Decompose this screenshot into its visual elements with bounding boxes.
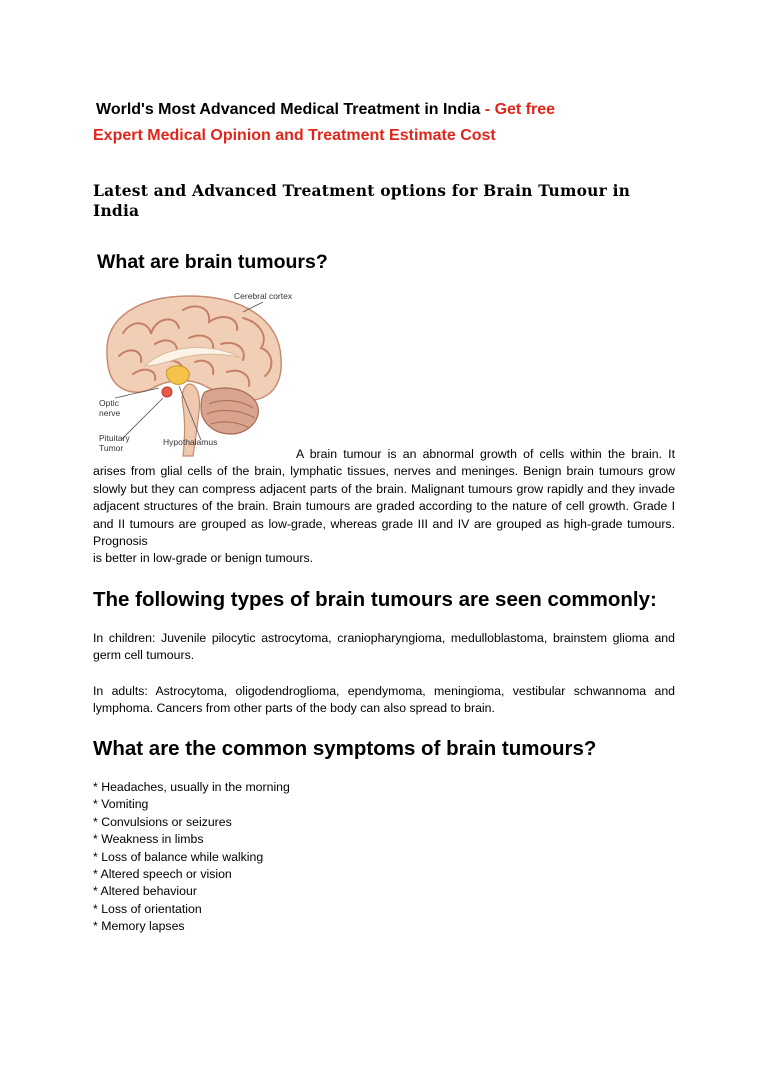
label-pituitary-1: Pituitary xyxy=(99,433,130,443)
list-item: * Altered speech or vision xyxy=(93,867,232,882)
list-item: * Loss of balance while walking xyxy=(93,849,264,864)
label-cerebral-cortex: Cerebral cortex xyxy=(234,291,293,301)
intro-paragraph xyxy=(93,446,675,568)
label-hypothalamus: Hypothalamus xyxy=(163,437,218,447)
what-are-heading: What are brain tumours? xyxy=(97,251,328,273)
symptoms-heading: What are the common symptoms of brain tumours? xyxy=(93,737,597,760)
expert-opinion-link[interactable]: Expert Medical Opinion and Treatment Estimate Cost xyxy=(93,127,496,144)
adults-paragraph: In adults: Astrocytoma, oligodendroglioma, ependymoma, meningioma, vestibular schwannoma and lymphoma. Cancers from other parts of the body can also spread to brain. xyxy=(93,684,675,716)
promo-heading xyxy=(93,100,675,146)
brain-diagram xyxy=(93,288,298,460)
list-item: * Convulsions or seizures xyxy=(93,814,232,829)
subtitle-line-1: Latest and Advanced Treatment options for Brain Tumour in xyxy=(93,181,631,200)
list-item: * Weakness in limbs xyxy=(93,832,204,847)
list-item: * Loss of orientation xyxy=(93,901,202,916)
subtitle-line-2: India xyxy=(93,201,140,220)
label-optic-1: Optic xyxy=(99,398,119,408)
list-item: * Headaches, usually in the morning xyxy=(93,780,290,794)
intro-tail: is better in low-grade or benign tumours. xyxy=(93,551,314,566)
promo-title: World's Most Advanced Medical Treatment in India xyxy=(96,101,481,118)
symptoms-list xyxy=(93,779,675,936)
subtitle xyxy=(93,181,675,221)
types-heading: The following types of brain tumours are seen commonly: xyxy=(93,588,657,611)
label-pituitary-2: Tumor xyxy=(99,443,124,453)
label-optic-2: nerve xyxy=(99,408,121,418)
intro-text: A brain tumour is an abnormal growth of cells within the brain. It arises from glial cells of the brain, lymphatic tissues, nerves and meninges. Benign brain tumours grow slowly but they can compress adjacent parts of the brain. Malignant tumours grow rapidly and they invade adjacent structures of the brain. Brain tumours are graded according to the nature of cell growth. Grade I and II tumours are grouped as low-grade, whereas grade III and IV are grouped as high-grade tumours. Prognosis xyxy=(93,447,675,549)
promo-separator: - xyxy=(484,101,491,118)
children-paragraph: In children: Juvenile pilocytic astrocytoma, craniopharyngioma, medulloblastoma, brainstem glioma and germ cell tumours. xyxy=(93,631,675,663)
list-item: * Altered behaviour xyxy=(93,884,197,899)
list-item: * Memory lapses xyxy=(93,919,185,934)
get-free-link[interactable]: Get free xyxy=(494,101,556,118)
list-item: * Vomiting xyxy=(93,797,149,812)
